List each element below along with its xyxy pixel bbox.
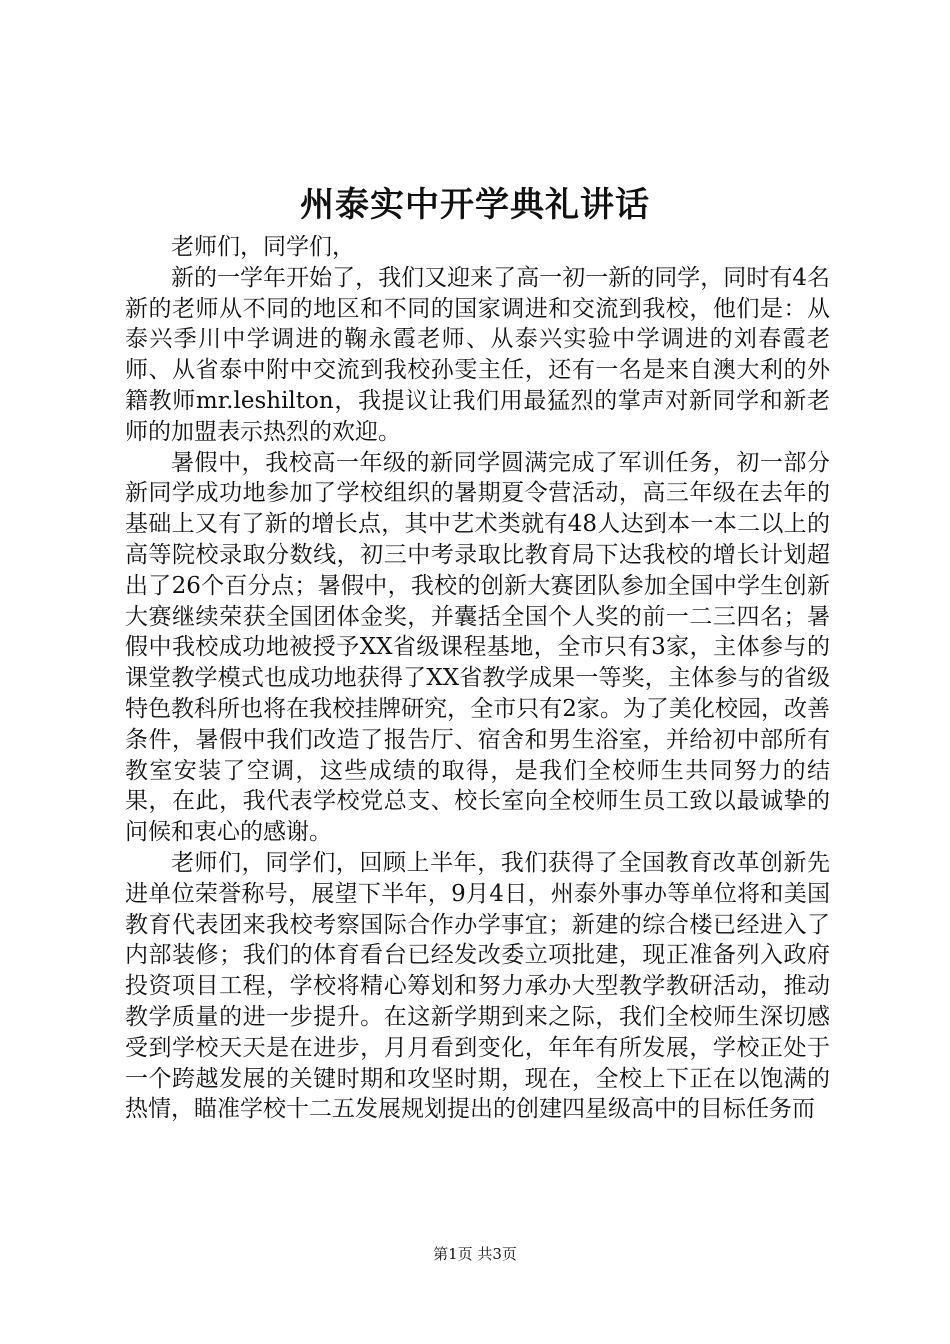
document-body — [125, 232, 830, 1125]
paragraph-greeting: 老师们，同学们， — [171, 234, 355, 260]
paragraph-new-semester: 新的一学年开始了，我们又迎来了高一初一新的同学，同时有4名新的老师从不同的地区和不同的国家调进和交流到我校，他们是：从泰兴季川中学调进的鞠永霞老师、从泰兴实验中学调进的刘春霞老师、从省泰中附中交流到我校孙雯主任，还有一名是来自澳大利的外籍教师mr.leshilton，我提议让我们用最猛烈的掌声对新同学和新老师的加盟表示热烈的欢迎。 — [125, 264, 830, 445]
paragraph-outlook: 老师们，同学们，回顾上半年，我们获得了全国教育改革创新先进单位荣誉称号，展望下半年，9月4日，州泰外事办等单位将和美国教育代表团来我校考察国际合作办学事宜；新建的综合楼已经进入了内部装修；我们的体育看台已经发改委立项批建，现正准备列入政府投资项目工程，学校将精心筹划和努力承办大型教学教研活动，推动教学质量的进一步提升。在这新学期到来之际，我们全校师生深切感受到学校天天是在进步，月月看到变化，年年有所发展，学校正处于一个跨越发展的关键时期和攻坚时期，现在，全校上下正在以饱满的热情，瞄准学校十二五发展规划提出的创建四星级高中的目标任务而 — [125, 849, 830, 1123]
document-title: 州泰实中开学典礼讲话 — [300, 185, 650, 225]
page-footer: 第1页 共3页 — [433, 1245, 517, 1263]
paragraph-summer-achievements: 暑假中，我校高一年级的新同学圆满完成了军训任务，初一部分新同学成功地参加了学校组织的暑期夏令营活动，高三年级在去年的基础上又有了新的增长点，其中艺术类就有48人达到本一本二以上的高等院校录取分数线，初三中考录取比教育局下达我校的增长计划超出了26个百分点；暑假中，我校的创新大赛团队参加全国中学生创新大赛继续荣获全国团体金奖，并囊括全国个人奖的前一二三四名；暑假中我校成功地被授予XX省级课程基地，全市只有3家，主体参与的课堂教学模式也成功地获得了XX省教学成果一等奖，主体参与的省级特色教科所也将在我校挂牌研究，全市只有2家。为了美化校园，改善条件，暑假中我们改造了报告厅、宿舍和男生浴室，并给初中部所有教室安装了空调，这些成绩的取得，是我们全校师生共同努力的结果，在此，我代表学校党总支、校长室向全校师生员工致以最诚挚的问候和衷心的感谢。 — [125, 449, 830, 846]
